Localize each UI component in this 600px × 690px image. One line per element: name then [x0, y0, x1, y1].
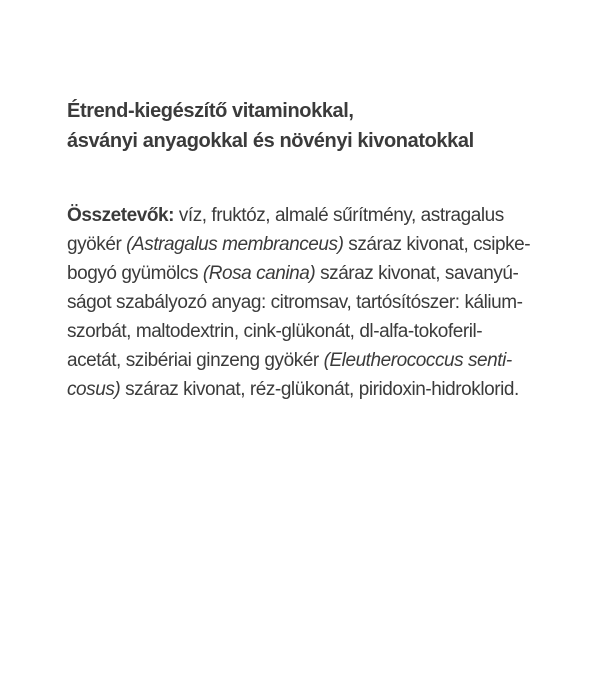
latin-botanical-name: (Eleutherococcus senti-: [323, 350, 512, 371]
ingredients-line: [67, 375, 530, 404]
ingredients-text: acetát, szibériai ginzeng gyökér: [67, 350, 324, 371]
product-type-heading: [67, 96, 474, 156]
ingredients-line: [67, 230, 530, 259]
ingredients-text: száraz kivonat, csipke-: [343, 234, 531, 255]
latin-botanical-name: (Astragalus membranceus): [126, 234, 344, 255]
ingredients-line: [67, 346, 530, 375]
heading-line-2: ásványi anyagokkal és növényi kivonatokkal: [67, 130, 474, 152]
ingredients-line: [67, 201, 530, 230]
ingredients-paragraph: [67, 201, 530, 404]
ingredients-text: száraz kivonat, savanyú-: [315, 263, 519, 284]
ingredients-line: [67, 259, 530, 288]
ingredients-text: bogyó gyümölcs: [67, 263, 203, 284]
latin-botanical-name: cosus): [67, 379, 121, 400]
ingredients-text: száraz kivonat, réz-glükonát, piridoxin-hidroklorid.: [120, 379, 519, 400]
ingredients-text: ságot szabályozó anyag: citromsav, tartósítószer: kálium-: [67, 292, 523, 313]
heading-line-1: Étrend-kiegészítő vitaminokkal,: [67, 100, 354, 122]
ingredients-text: víz, fruktóz, almalé sűrítmény, astragalus: [174, 205, 504, 226]
ingredients-line: [67, 317, 530, 346]
ingredients-line: [67, 288, 530, 317]
latin-botanical-name: (Rosa canina): [202, 263, 316, 284]
ingredients-text: gyökér: [67, 234, 127, 255]
ingredients-text: szorbát, maltodextrin, cink-glükonát, dl-alfa-tokoferil-: [67, 321, 483, 342]
ingredients-label: Összetevők:: [67, 205, 174, 226]
